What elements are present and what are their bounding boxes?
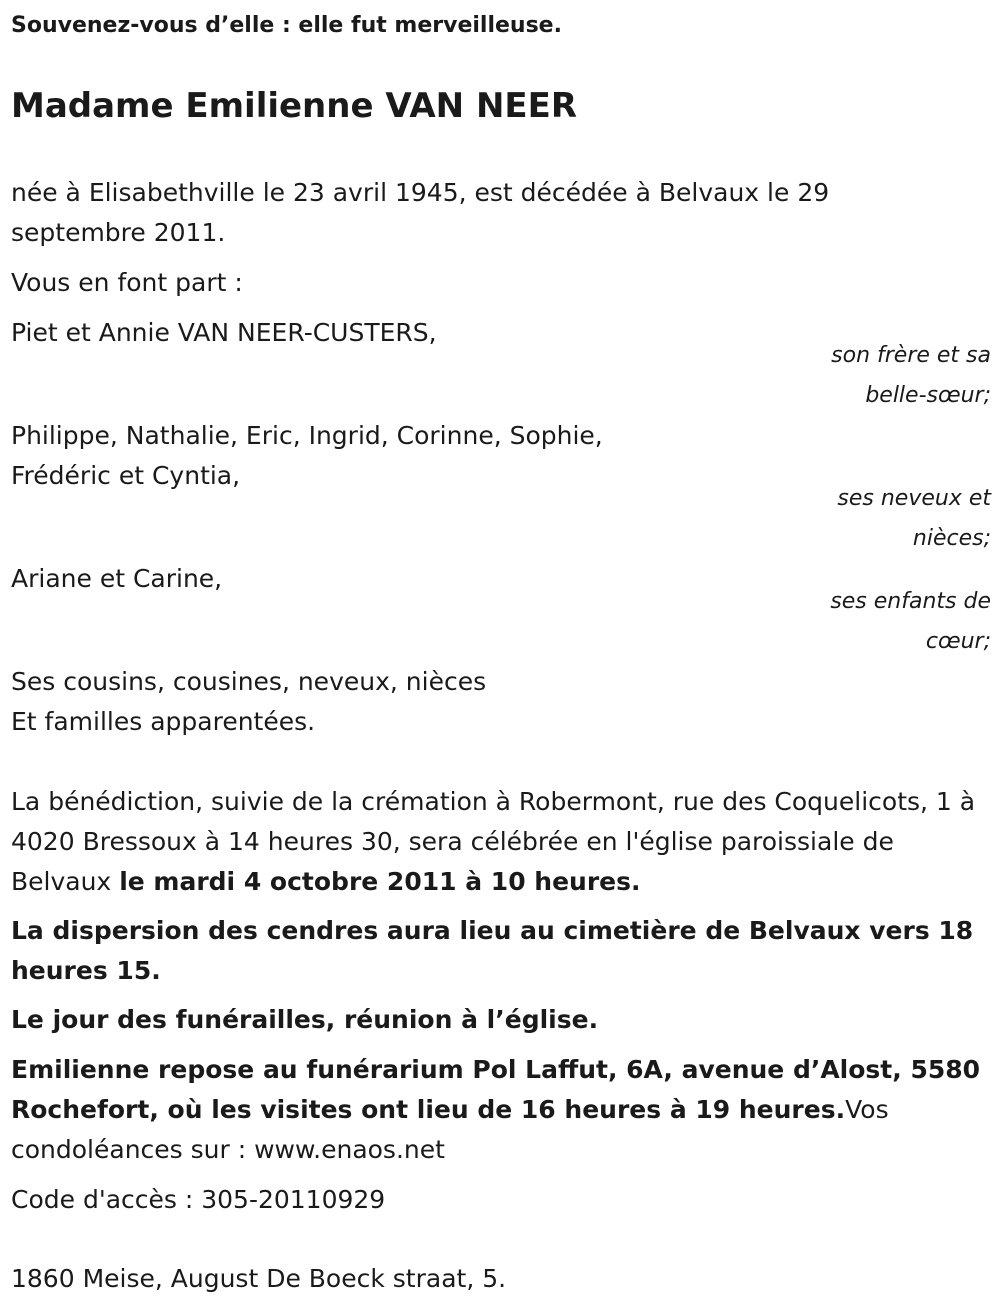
intro-text: Vous en font part : [11,268,243,297]
visitation-details [11,1050,991,1170]
ashes-dispersion: La dispersion des cendres aura lieu au cimetière de Belvaux vers 18 heures 15. [11,916,974,985]
other-relatives: Et familles apparentées. [11,707,316,736]
visitation-text: Emilienne repose au funérarium Pol Laffut, 6A, avenue d’Alost, 5580 Rochefort, où les visites ont lieu de 16 heures à 19 heures. [11,1055,981,1124]
ceremony-date: le mardi 4 octobre 2011 à 10 heures. [119,867,641,896]
family-names: Piet et Annie VAN NEER-CUSTERS, [11,318,437,347]
obituary-notice [11,0,991,1315]
family-relation: ses neveux et nièces; [837,486,991,551]
family-relation: ses enfants de cœur; [830,589,991,654]
family-names: Philippe, Nathalie, Eric, Ingrid, Corinne, Sophie, Frédéric et Cyntia, [11,421,603,490]
motto: Souvenez-vous d’elle : elle fut merveilleuse. [11,13,562,38]
family-names: Ariane et Carine, [11,564,223,593]
birth-death-statement: née à Elisabethville le 23 avril 1945, est décédée à Belvaux le 29 septembre 2011. [11,178,830,247]
family-relation: son frère et sa belle-sœur; [831,343,991,408]
condolences-text: Vos condoléances sur : www.enaos.net [11,1095,889,1164]
meeting-info: Le jour des funérailles, réunion à l’église. [11,1005,599,1034]
access-code: Code d'accès : 305-20110929 [11,1185,386,1214]
deceased-name: Madame Emilienne VAN NEER [11,86,578,126]
family-address: 1860 Meise, August De Boeck straat, 5. [11,1264,507,1293]
other-relatives: Ses cousins, cousines, neveux, nièces [11,667,487,696]
ceremony-text: La bénédiction, suivie de la crémation à Robermont, rue des Coquelicots, 1 à 4020 Bressoux à 14 heures 30, sera célébrée en l'église paroissiale de Belvaux [11,787,976,896]
ceremony-details [11,782,991,902]
